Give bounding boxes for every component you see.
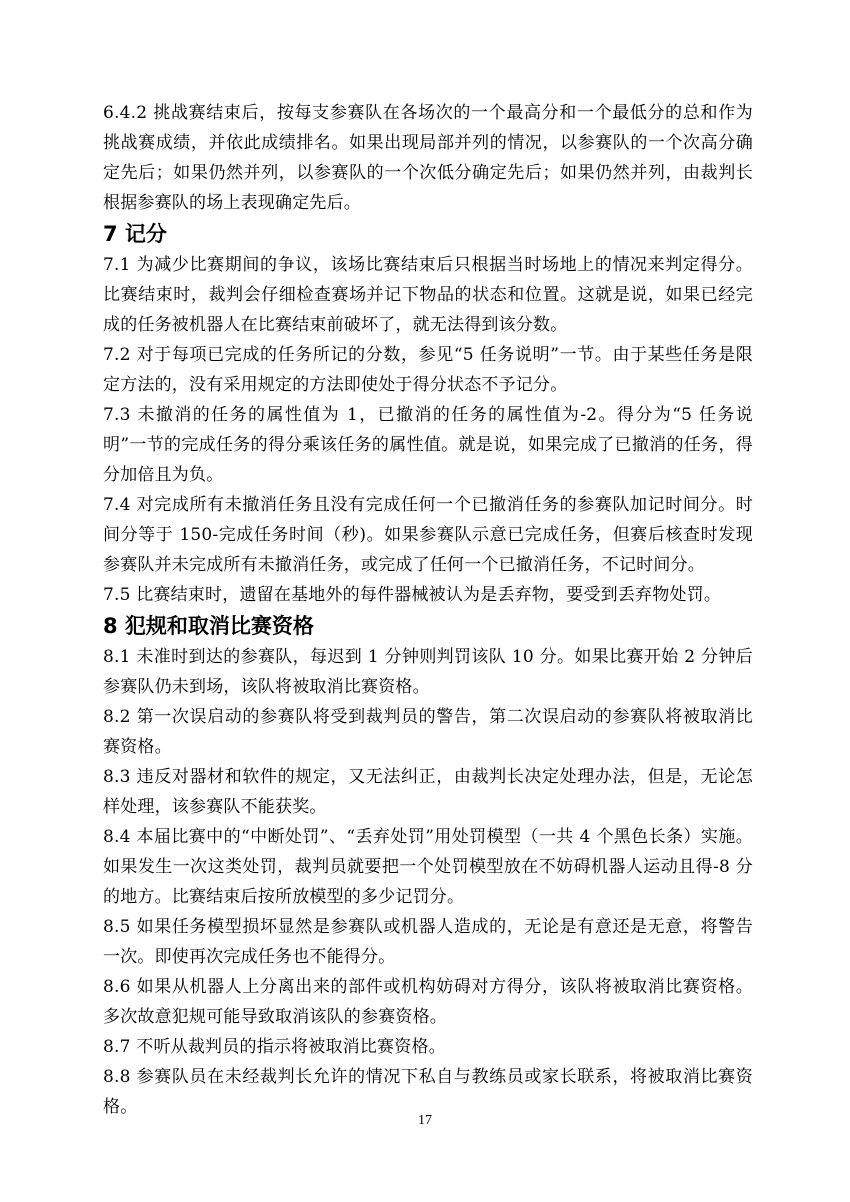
paragraph-8-5: 8.5 如果任务模型损坏显然是参赛队或机器人造成的，无论是有意还是无意，将警告一次。即使再次完成任务也不能得分。 bbox=[103, 917, 753, 967]
paragraph-7-5: 7.5 比赛结束时，遗留在基地外的每件器械被认为是丢弃物，要受到丢弃物处罚。 bbox=[103, 585, 722, 605]
paragraph-8-1: 8.1 未准时到达的参赛队，每迟到 1 分钟则判罚该队 10 分。如果比赛开始 2 分钟后参赛队仍未到场，该队将被取消比赛资格。 bbox=[103, 647, 753, 697]
paragraph-8-8: 8.8 参赛队员在未经裁判长允许的情况下私自与教练员或家长联系，将被取消比赛资格。 bbox=[103, 1067, 753, 1117]
paragraph-8-4: 8.4 本届比赛中的“中断处罚”、“丢弃处罚”用处罚模型（一共 4 个黑色长条）实施。如果发生一次这类处罚，裁判员就要把一个处罚模型放在不妨碍机器人运动且得-8 分的地方。比赛结束后按所放模型的多少记罚分。 bbox=[103, 827, 753, 907]
paragraph-8-3: 8.3 违反对器材和软件的规定，又无法纠正，由裁判长决定处理办法，但是，无论怎样处理，该参赛队不能获奖。 bbox=[103, 767, 753, 817]
paragraph-8-2: 8.2 第一次误启动的参赛队将受到裁判员的警告，第二次误启动的参赛队将被取消比赛资格。 bbox=[103, 707, 753, 757]
paragraph-7-4: 7.4 对完成所有未撤消任务且没有完成任何一个已撤消任务的参赛队加记时间分。时间分等于 150-完成任务时间（秒)。如果参赛队示意已完成任务，但赛后核查时发现参赛队并未完成所有未撤消任务，或完成了任何一个已撤消任务，不记时间分。 bbox=[103, 495, 753, 575]
paragraph-7-3: 7.3 未撤消的任务的属性值为 1，已撤消的任务的属性值为-2。得分为“5 任务说明”一节的完成任务的得分乘该任务的属性值。就是说，如果完成了已撤消的任务，得分加倍且为负。 bbox=[103, 405, 753, 485]
paragraph-8-7: 8.7 不听从裁判员的指示将被取消比赛资格。 bbox=[103, 1037, 446, 1057]
paragraph-7-2: 7.2 对于每项已完成的任务所记的分数，参见“5 任务说明”一节。由于某些任务是限定方法的，没有采用规定的方法即使处于得分状态不予记分。 bbox=[103, 345, 753, 395]
section-heading-fouls: 8 犯规和取消比赛资格 bbox=[103, 614, 314, 638]
paragraph-8-6: 8.6 如果从机器人上分离出来的部件或机构妨碍对方得分，该队将被取消比赛资格。多次故意犯规可能导致取消该队的参赛资格。 bbox=[103, 977, 753, 1027]
section-heading-scoring: 7 记分 bbox=[103, 222, 167, 246]
paragraph-7-1: 7.1 为减少比赛期间的争议，该场比赛结束后只根据当时场地上的情况来判定得分。比赛结束时，裁判会仔细检查赛场并记下物品的状态和位置。这就是说，如果已经完成的任务被机器人在比赛结束前破坏了，就无法得到该分数。 bbox=[103, 255, 753, 335]
page-content bbox=[103, 98, 753, 1122]
page-number: 17 bbox=[418, 1113, 432, 1128]
paragraph-6-4-2: 6.4.2 挑战赛结束后，按每支参赛队在各场次的一个最高分和一个最低分的总和作为挑战赛成绩，并依此成绩排名。如果出现局部并列的情况，以参赛队的一个次高分确定先后；如果仍然并列，以参赛队的一个次低分确定先后；如果仍然并列，由裁判长根据参赛队的场上表现确定先后。 bbox=[103, 103, 753, 213]
